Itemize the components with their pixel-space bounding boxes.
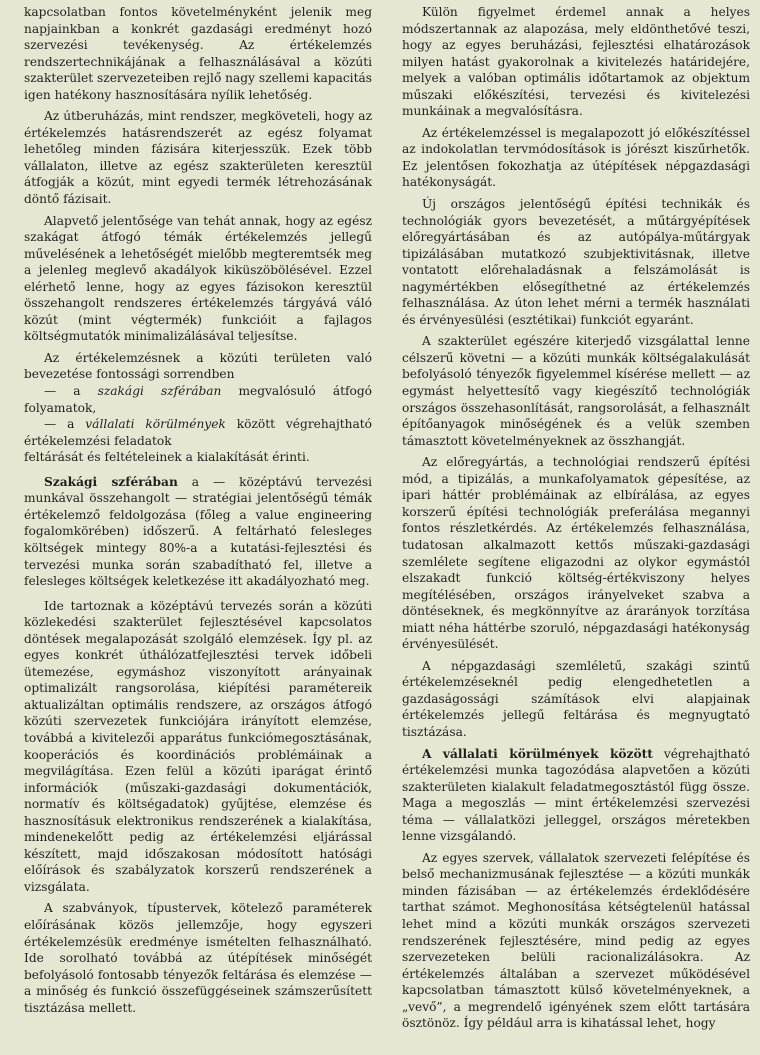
paragraph: Az egyes szervek, vállalatok szervezeti felépítése és belső mechanizmusának fejlesztése — a közúti munkák minden fázisában — az értékelemzés érdeklődésére tarthat számot. Meghonosítása kétségtelenül hatással lehet mind a közúti munkák országos szervezeti rendszerének fejlesztésére, mind pedig az egyes szervezeteken belüli racionalizálásokra. Az értékelemzés általában a szervezet működésével kapcsolatban támasztott külső követelményeknek, a „vevő”, a megrendelő igényének szem előtt tartására ösztönöz. Így például arra is kihatással lehet, hogy (402, 850, 750, 1031)
paragraph: Új országos jelentőségű építési technikák és technológiák gyors bevezetését, a műtárgyépítések előregyártásában és az autópálya-műtárgyak tipizálásában mutatkozó szubjektivitásnak, illetve vontatott előrehaladásnak a felszámolását is nagymértékben elősegíthetné az értékelemzés felhasználása. Az úton lehet mérni a termék használati és érvényesülési (esztétikai) funkciót egyaránt. (402, 197, 750, 327)
bold-lead: A vállalati körülmények között (422, 746, 653, 761)
dash-prefix: — a (44, 384, 98, 399)
paragraph: A szabványok, típustervek, kötelező paraméterek előírásának közös jellemzője, hogy egyszeri értékelemzésük eredménye ismételten felhasználható. Ide sorolható továbbá az útépítések minőségét befolyásoló fontosabb tényezők feltárása és elemzése — a minőség és funkció összefüggéseinek számszerűsített tisztázása mellett. (24, 901, 372, 1015)
list-item (24, 416, 372, 449)
paragraph: kapcsolatban fontos követelményként jelenik meg napjainkban a konkrét gazdasági eredményt hozó szervezési tevékenység. Az értékelemzés rendszertechnikájának a felhasználásával a közúti szakterület szervezeteiben rejlő nagy szellemi kapacitás igen hatékony hasznosítására nyílik lehetőség. (24, 5, 372, 102)
italic-term: szakági szférában (97, 384, 222, 399)
paragraph: Az értékelemzésnek a közúti területen való bevezetése fontossági sorrendben (24, 350, 372, 382)
paragraph-text: a — középtávú tervezési munkával összehangolt — stratégiai jelentőségű témák értékelemző feldolgozása (főleg a value engineering fogalomkörében) időszerű. A feltárható felesleges költségek mintegy 80%-a a kutatási-fejlesztési és tervezési munka során szabadítható fel, illetve a felesleges költségek keletkezése itt akadályozható meg. (24, 474, 372, 589)
paragraph: A népgazdasági szemléletű, szakági szintű értékelemzéseknél pedig elengedhetetlen a gazdaságossági számítások elvi alapjainak értékelemzés jellegű feltárása és megnyugtató tisztázása. (402, 658, 750, 739)
paragraph: Az előregyártás, a technológiai rendszerű építési mód, a tipizálás, a munkafolyamatok gépesítése, az ipari háttér problémáinak az elbírálása, az egyes korszerű építési technológiák preferálása megannyi fontos részletkérdés. Az értékelemzés felhasználása, tudatosan alkalmazott kettős műszaki-gazdasági szemlélete segítene eligazodni az olykor egymástól elszakadt funkció költség-értékviszony helyes megítélésében, országos irányelveket szabva a döntéseknek, és megkönnyítve az árarányok torzítása miatt néha háttérbe szoruló, népgazdasági hatékonyság érvényesülését. (402, 455, 750, 652)
paragraph (402, 746, 750, 845)
dash-prefix: — a (44, 417, 86, 432)
paragraph: Ide tartoznak a középtávú tervezés során a közúti közlekedési szakterület fejlesztésével kapcsolatos döntések megalapozását szolgáló elemzések. Így pl. az egyes konkrét úthálózatfejlesztési tervek időbeli ütemezése, egymáshoz viszonyított arányainak optimalizált rangsorolása, kiépítési paramétereik aktualizáltan optimális rendszere, az országos átfogó közúti szervezetek funkciójára irányított elemzése, továbbá a kivitelezői apparátus funkciómegosztásának, kooperációs és koordinációs problémáinak a megvilágítása. Ezen felül a közúti iparágat érintő információk (műszaki-gazdasági dokumentációk, normatív és költségadatok) gyűjtése, elemzése és hasznosításuk elektronikus rendszerének a kialakítása, mindenekelőtt pedig az értékelemzési eljárással készített, majd időszakosan módosított hatósági előírások és szabályzatok korszerű rendszerének a vizsgálata. (24, 598, 372, 894)
right-column (402, 4, 750, 1055)
paragraph: Külön figyelmet érdemel annak a helyes módszertannak az alapozása, mely eldönthetővé teszi, hogy az egyes beruházási, fejlesztési elhatározások milyen hatást gyakorolnak a kivitelezés határidejére, melyek a valóban optimális időtartamok az objektum műszaki előkészítési, tervezési és kivitelezési munkáinak a megvalósításra. (402, 5, 750, 119)
paragraph: Alapvető jelentősége van tehát annak, hogy az egész szakágat átfogó témák értékelemzés jellegű művelésének a lehetőségét mielőbb megteremtsék meg a jelenleg meglevő akadályok kiküszöbölésével. Ezzel elérhető lenne, hogy az egyes fázisokon keresztül összehangolt rendszeres értékelemzés tárgyává váló közút (mint végtermék) funkcióit a fajlagos költségmutatók minimalizálásával teljesítse. (24, 213, 372, 344)
paragraph (24, 474, 372, 590)
left-column (24, 4, 372, 1055)
paragraph: Az értékelemzéssel is megalapozott jó előkészítéssel az indokolatlan tervmódosítások is jórészt kiszűrhetők. Ez jelentősen fokozhatja az útépítések népgazdasági hatékonyságát. (402, 125, 750, 190)
paragraph: A szakterület egészére kiterjedő vizsgálattal lenne célszerű követni — a közúti munkák költségalakulását befolyásoló tényezők figyelemmel kísérése mellett — az egymást helyettesítő vagy kiegészítő technológiák országos összehasonlítását, rangsorolását, a felhasznált építőanyagok minőségének és a velük szemben támasztott követelményeknek az összhangját. (402, 334, 750, 448)
list-item (24, 383, 372, 416)
paragraph: feltárását és feltételeinek a kialakítását érinti. (24, 450, 310, 465)
list-item-text: között végrehajtható értékelemzési feladatok (24, 417, 372, 448)
italic-term: vállalati körülmények (85, 417, 226, 432)
paragraph: Az útberuházás, mint rendszer, megköveteli, hogy az értékelemzés hatásrendszerét az egész folyamat lehetőleg minden fázisára kiterjesszük. Ezek több vállalaton, illetve az egész szakterületen keresztül átfogják a közút, mint egyedi termék létrehozásának döntő fázisait. (24, 109, 372, 207)
list-item-text: megvalósuló átfogó folyamatok, (24, 384, 372, 415)
bold-lead: Szakági szférában (44, 474, 178, 489)
paragraph-text: végrehajtható értékelemzési munka tagozódása alapvetően a közúti szakterületen kialakult feladatmegosztástól függ össze. Maga a megoszlás — mint értékelemzési szervezési téma — vállalatközi jelleggel, országos méretekben lenne vizsgálandó. (402, 746, 750, 844)
